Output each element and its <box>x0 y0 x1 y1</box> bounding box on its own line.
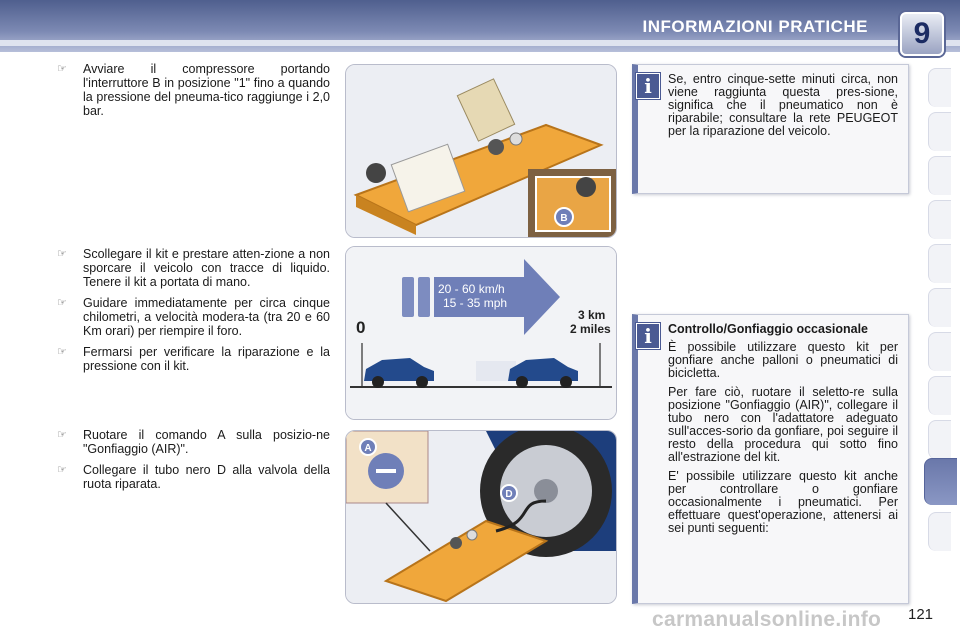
instruction-item <box>55 296 330 338</box>
instruction-item <box>55 463 330 491</box>
info-paragraph: Per fare ciò, ruotare il seletto-re sulla posizione "Gonfiaggio (AIR)", collegare il tubo nero con l'adattatore adeguato sull'acces-sorio da gonfiare, poi seguire il resto della procedura qui sotto fino all'estrazione del kit. <box>668 385 898 464</box>
info-content <box>638 315 908 549</box>
instruction-text: Ruotare il comando A sulla posizio-ne "Gonfiaggio (AIR)". <box>83 428 330 456</box>
chapter-tab[interactable] <box>928 156 951 195</box>
pointer-icon: ☞ <box>57 346 67 358</box>
instruction-text: Scollegare il kit e prestare atten-zione a non sporcare il veicolo con tracce di liquido. Tenere il kit a portata di mano. <box>83 247 330 289</box>
pointer-icon: ☞ <box>57 297 67 309</box>
instruction-item <box>55 247 330 289</box>
pointer-icon: ☞ <box>57 63 67 75</box>
chapter-tab[interactable] <box>928 376 951 415</box>
speed-mph: 15 - 35 mph <box>443 296 508 310</box>
inflate-hose-illustration <box>345 430 617 604</box>
info-box-inflation <box>632 314 909 604</box>
instruction-text: Collegare il tubo nero D alla valvola della ruota riparata. <box>83 463 330 491</box>
page-number: 121 <box>908 606 934 623</box>
pointer-icon: ☞ <box>57 464 67 476</box>
instruction-group-2 <box>55 247 330 380</box>
distance-miles: 2 miles <box>570 322 611 336</box>
label-b: B <box>560 213 568 224</box>
chapter-number: 9 <box>900 12 944 56</box>
drive-speed-illustration <box>345 246 617 420</box>
info-paragraph: E' possibile utilizzare questo kit anche per controllare o gonfiare occasionalmente i pneumatici. Per effettuare quest'operazione, attenersi ai sei punti seguenti: <box>668 469 898 535</box>
pointer-icon: ☞ <box>57 248 67 260</box>
kit-switch-illustration <box>345 64 617 238</box>
instruction-text: Avviare il compressore portando l'interruttore B in posizione "1" fino a quando la pressione del pneuma-tico raggiunge i 2,0 bar. <box>83 62 330 118</box>
chapter-tabs <box>928 68 960 568</box>
instruction-group-1 <box>55 62 330 125</box>
chapter-tab[interactable] <box>928 332 951 371</box>
chapter-tab[interactable] <box>928 288 951 327</box>
info-box-pressure <box>632 64 909 194</box>
instruction-text: Fermarsi per verificare la riparazione e la pressione con il kit. <box>83 345 330 373</box>
info-icon: i <box>636 73 660 99</box>
label-a: A <box>364 443 372 454</box>
pointer-icon: ☞ <box>57 429 67 441</box>
distance-km: 3 km <box>578 308 606 322</box>
chapter-tab-active[interactable] <box>924 458 957 505</box>
speed-kmh: 20 - 60 km/h <box>438 282 505 296</box>
chapter-tab[interactable] <box>928 244 951 283</box>
chapter-tab[interactable] <box>928 420 951 459</box>
start-marker: 0 <box>356 318 366 337</box>
section-title: INFORMAZIONI PRATICHE <box>642 17 868 36</box>
instruction-group-3 <box>55 428 330 498</box>
header-band <box>0 40 960 46</box>
instruction-text: Guidare immediatamente per circa cinque chilometri, a velocità modera-ta (tra 20 e 60 Km orari) per riempire il foro. <box>83 296 330 338</box>
label-d: D <box>505 489 513 500</box>
instruction-item <box>55 345 330 373</box>
info-icon: i <box>636 323 660 349</box>
watermark: carmanualsonline.info <box>652 608 882 631</box>
chapter-tab[interactable] <box>928 200 951 239</box>
chapter-tab[interactable] <box>928 112 951 151</box>
info-text: Se, entro cinque-sette minuti circa, non viene raggiunta questa pres-sione, significa che il pneumatico non è riparabile; consultare la rete PEUGEOT per la riparazione del veicolo. <box>668 72 898 138</box>
chapter-tab[interactable] <box>928 512 951 551</box>
info-paragraph: È possibile utilizzare questo kit per gonfiare anche palloni o pneumatici di bicicletta. <box>668 340 898 380</box>
instruction-item <box>55 62 330 118</box>
chapter-tab[interactable] <box>928 68 951 107</box>
info-heading: Controllo/Gonfiaggio occasionale <box>668 322 869 336</box>
instruction-item <box>55 428 330 456</box>
